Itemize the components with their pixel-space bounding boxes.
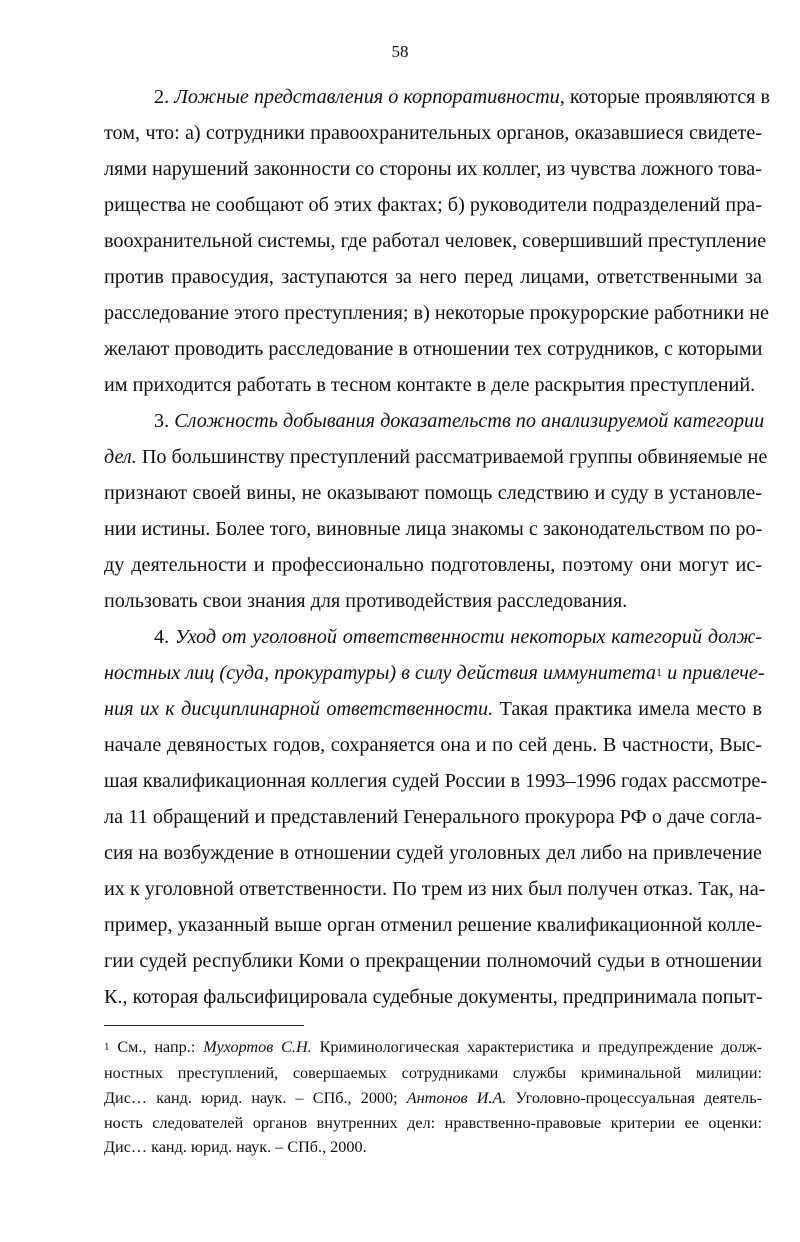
text-line: нии истины. Более того, виновные лица знакомы с законодательством по ро- — [104, 518, 763, 540]
footnote-line: ностных преступлений, совершаемых сотрудниками службы криминальной милиции: — [104, 1064, 762, 1082]
text-line: 4. Уход от уголовной ответственности некоторых категорий долж- — [154, 626, 763, 648]
text-line — [104, 658, 765, 688]
text-line: том, что: а) сотрудники правоохранительных органов, оказавшиеся свидете- — [104, 122, 762, 144]
footnote-mark: 1 — [104, 1041, 110, 1053]
page-number: 58 — [391, 42, 409, 61]
emphasis: и привлече- — [662, 662, 765, 684]
footnote-line: Дис… канд. юрид. наук. – СПб., 2000; Антонов И.А. Уголовно-процессуальная деятель- — [104, 1089, 763, 1107]
emphasis: Ложные представления о корпоративности — [174, 86, 560, 108]
text-line: их к уголовной ответственности. По трем из них был получен отказ. Так, на- — [104, 878, 766, 900]
text-line: К., которая фальсифицировала судебные документы, предпринимала попыт- — [104, 986, 763, 1008]
text-line: против правосудия, заступаются за него перед лицами, ответственными за — [104, 266, 762, 288]
footnote-line: Дис… канд. юрид. наук. – СПб., 2000. — [104, 1138, 367, 1156]
text-line: сия на возбуждение в отношении судей уголовных дел либо на привлечение — [104, 842, 762, 864]
text-line: воохранительной системы, где работал человек, совершивший преступление — [104, 230, 767, 252]
text-line: шая квалификационная коллегия судей России в 1993–1996 годах рассмотре- — [104, 770, 768, 792]
author-name: Антонов И.А. — [406, 1089, 507, 1107]
text-line: лями нарушений законности со стороны их коллег, из чувства ложного това- — [104, 158, 762, 180]
text-line: ния их к дисциплинарной ответственности. Такая практика имела место в — [104, 698, 762, 720]
text-line: пример, указанный выше орган отменил решение квалификационной колле- — [104, 914, 762, 936]
text-line: пользовать свои знания для противодействия расследования. — [104, 590, 628, 612]
text-line: ду деятельности и профессионально подготовлены, поэтому они могут ис- — [104, 554, 762, 576]
footnote-line: ность следователей органов внутренних дел: нравственно-правовые критерии ее оценки: — [104, 1114, 762, 1132]
footnote-reference[interactable]: 1 — [656, 665, 663, 679]
text-line: 3. Сложность добывания доказательств по анализируемой категории — [154, 410, 765, 432]
text-line: 2. Ложные представления о корпоративности, которые проявляются в — [154, 86, 771, 108]
text-line: признают своей вины, не оказывают помощь следствию и суду в установле- — [104, 482, 762, 504]
text-line: гии судей республики Коми о прекращении полномочий судьи в отношении — [104, 950, 762, 972]
emphasis: ния их к дисциплинарной ответственности. — [104, 698, 494, 720]
text-line: рищества не сообщают об этих фактах; б) руководители подразделений пра- — [104, 194, 762, 216]
emphasis: ностных лиц (суда, прокуратуры) в силу действия иммунитета — [104, 662, 657, 684]
text-line: расследование этого преступления; в) некоторые прокурорские работники не — [104, 302, 769, 324]
text-line: желают проводить расследование в отношении тех сотрудников, с которыми — [104, 338, 763, 360]
emphasis: Уход от уголовной ответственности некоторых категорий долж- — [174, 626, 763, 648]
footnote-line: $^1$ См., напр.: Мухортов С.Н. Криминологическая характеристика и предупреждение долж- — [104, 1038, 762, 1056]
text-line: начале девяностых годов, сохраняется она и по сей день. В частности, Выс- — [104, 734, 762, 756]
emphasis: дел. — [104, 446, 137, 468]
emphasis: Сложность добывания доказательств по анализируемой категории — [174, 410, 765, 432]
footnote-separator — [104, 1025, 304, 1026]
text-line: ла 11 обращений и представлений Генерального прокурора РФ о даче согла- — [104, 806, 762, 828]
author-name: Мухортов С.Н. — [203, 1038, 312, 1056]
text-line: им приходится работать в тесном контакте в деле раскрытия преступлений. — [104, 374, 756, 396]
text-line: дел. По большинству преступлений рассматриваемой группы обвиняемые не — [104, 446, 768, 468]
